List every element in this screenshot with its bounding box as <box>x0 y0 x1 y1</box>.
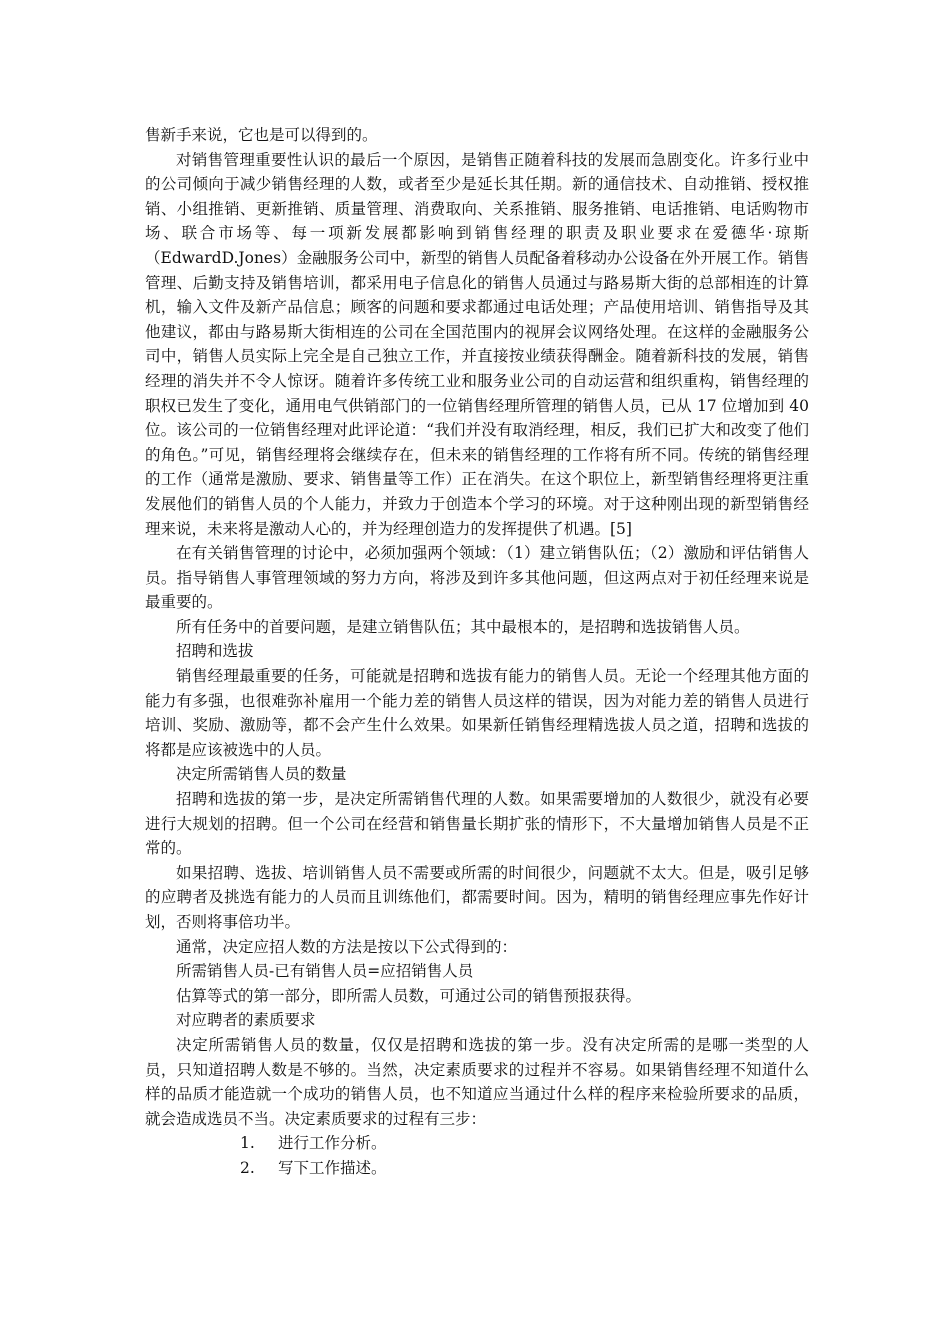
list-item <box>145 1156 809 1181</box>
paragraph: 通常，决定应招人数的方法是按以下公式得到的： <box>176 937 518 956</box>
list-text: 进行工作分析。 <box>278 1134 387 1153</box>
section-heading: 决定所需销售人员的数量 <box>176 765 347 784</box>
paragraph: 售新手来说，它也是可以得到的。 <box>145 126 378 144</box>
paragraph: 所有任务中的首要问题，是建立销售队伍；其中最根本的，是招聘和选拔销售人员。 <box>176 617 750 636</box>
formula-line: 所需销售人员-已有销售人员=应招销售人员 <box>176 962 474 981</box>
list-item <box>145 1131 809 1156</box>
list-number: 1. <box>240 1134 255 1153</box>
paragraph: 销售经理最重要的任务，可能就是招聘和选拔有能力的销售人员。无论一个经理其他方面的能力有多强，也很难弥补雇用一个能力差的销售人员这样的错误，因为对能力差的销售人员进行培训、奖励、激励等，都不会产生什么效果。如果新任销售经理精选拔人员之道，招聘和选拔的将都是应该被选中的人员。 <box>145 667 809 759</box>
paragraph: 在有关销售管理的讨论中，必须加强两个领域：（1）建立销售队伍；（2）激励和评估销售人员。指导销售人事管理领域的努力方向，将涉及到许多其他问题，但这两点对于初任经理来说是最重要的。 <box>145 544 809 612</box>
section-heading: 招聘和选拔 <box>176 642 254 661</box>
section-heading: 对应聘者的素质要求 <box>176 1011 316 1030</box>
list-text: 写下工作描述。 <box>278 1158 387 1177</box>
paragraph: 决定所需销售人员的数量，仅仅是招聘和选拔的第一步。没有决定所需的是哪一类型的人员，只知道招聘人数是不够的。当然，决定素质要求的过程并不容易。如果销售经理不知道什么样的品质才能造就一个成功的销售人员，也不知道应当通过什么样的程序来检验所要求的品质，就会造成选员不当。决定素质要求的过程有三步： <box>145 1035 809 1128</box>
paragraph: 估算等式的第一部分，即所需人员数，可通过公司的销售预报获得。 <box>176 986 642 1005</box>
paragraph: 如果招聘、选拔、培训销售人员不需要或所需的时间很少，问题就不太大。但是，吸引足够的应聘者及挑选有能力的人员而且训练他们，都需要时间。因为，精明的销售经理应事先作好计划，否则将事倍功半。 <box>145 863 809 931</box>
paragraph: 招聘和选拔的第一步，是决定所需销售代理的人数。如果需要增加的人数很少，就没有必要进行大规划的招聘。但一个公司在经营和销售量长期扩张的情形下，不大量增加销售人员是不正常的。 <box>145 790 809 858</box>
paragraph: 对销售管理重要性认识的最后一个原因，是销售正随着科技的发展而急剧变化。许多行业中的公司倾向于减少销售经理的人数，或者至少是延长其任期。新的通信技术、自动推销、授权推销、小组推销、更新推销、质量管理、消费取向、关系推销、服务推销、电话推销、电话购物市场、联合市场等、每一项新发展都影响到销售经理的职责及职业要求在爱德华·琼斯（EdwardD.Jones）金融服务公司中，新型的销售人员配备着移动办公设备在外开展工作。销售管理、后勤支持及销售培训，都采用电子信息化的销售人员通过与路易斯大街的总部相连的计算机，输入文件及新产品信息；顾客的问题和要求都通过电话处理；产品使用培训、销售指导及其他建议，都由与路易斯大街相连的公司在全国范围内的视屏会议网络处理。在这样的金融服务公司中，销售人员实际上完全是自己独立工作，并直接按业绩获得酬金。随着新科技的发展，销售经理的消失并不令人惊讶。随着许多传统工业和服务业公司的自动运营和组织重构，销售经理的职权已发生了变化，通用电气供销部门的一位销售经理所管理的销售人员，已从 17 位增加到 40 位。该公司的一位销售经理对此评论道：“我们并没有取消经理，相反，我们已扩大和改变了他们的角色。”可见，销售经理将会继续存在，但未来的销售经理的工作将有所不同。传统的销售经理的工作（通常是激励、要求、销售量等工作）正在消失。在这个职位上，新型销售经理将更注重发展他们的销售人员的个人能力，并致力于创造本个学习的环境。对于这种刚出现的新型销售经理来说，未来将是激动人心的，并为经理创造力的发挥提供了机遇。[5] <box>145 150 809 538</box>
document-body <box>145 123 809 1181</box>
list-number: 2. <box>240 1158 255 1177</box>
